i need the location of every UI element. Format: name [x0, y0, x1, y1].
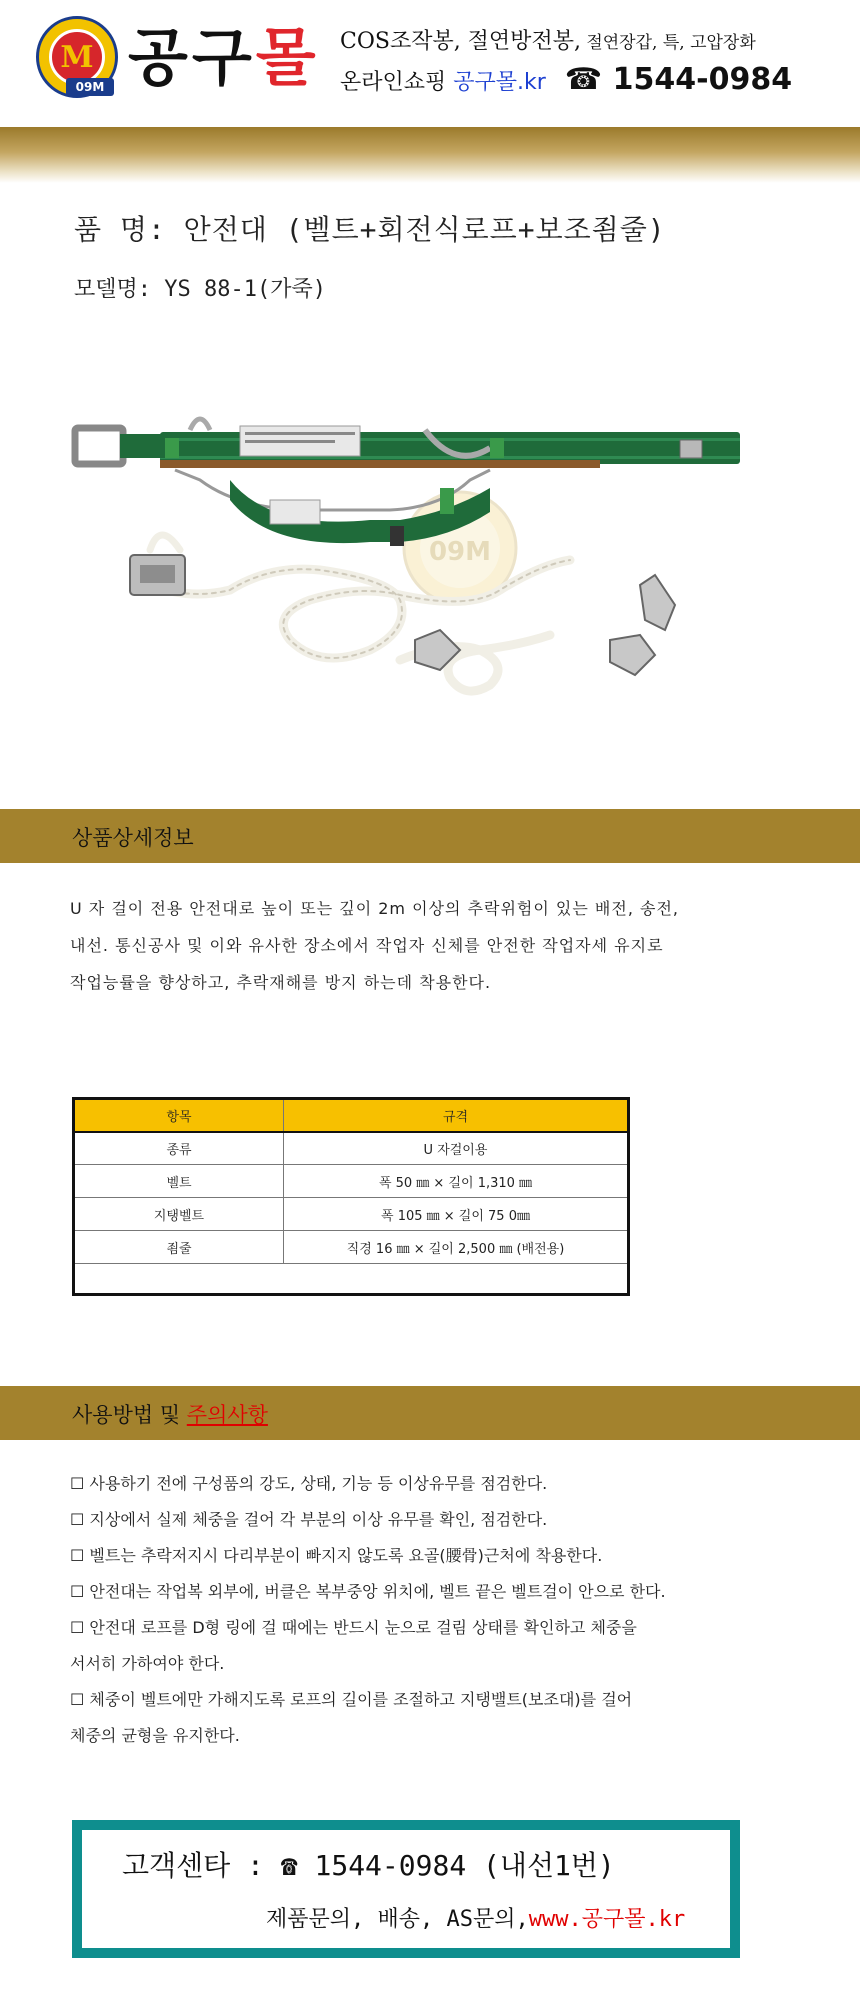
header-site-link[interactable]: 공구몰.kr [453, 70, 546, 95]
description-line: 작업능률을 향상하고, 추락재해를 방지 하는데 착용한다. [70, 973, 492, 992]
spec-empty-cell [74, 1264, 629, 1295]
brand-name-a: 공구 [128, 21, 256, 94]
rope-grab [130, 555, 185, 595]
usage-item: ☐ 사용하기 전에 구성품의 강도, 상태, 기능 등 이상유무를 점검한다. [70, 1474, 548, 1493]
spec-table [72, 1097, 630, 1296]
spec-cell-value: 폭 50 ㎜ × 길이 1,310 ㎜ [284, 1165, 629, 1198]
detail-section-bar [0, 809, 860, 863]
usage-item-continuation: 서서히 가하여야 한다. [70, 1654, 225, 1673]
description-line: 내선. 통신공사 및 이와 유사한 장소에서 작업자 신체를 안전한 작업자세 유지로 [70, 936, 664, 955]
spec-header-item: 항목 [74, 1099, 284, 1132]
brand-logo[interactable] [36, 16, 118, 98]
spec-cell-value: 폭 105 ㎜ × 길이 75 0㎜ [284, 1198, 629, 1231]
logo-inner [49, 29, 105, 94]
brand-name[interactable] [128, 8, 320, 97]
table-row [74, 1132, 629, 1165]
watermark-text: 09M [428, 537, 492, 567]
customer-center-site-link[interactable]: www.공구몰.kr [528, 1907, 686, 1932]
usage-item: ☐ 체중이 벨트에만 가해지도록 로프의 길이를 조절하고 지탱밸트(보조대)를 걸어 [70, 1690, 633, 1709]
usage-item-continuation: 체중의 균형을 유지한다. [70, 1726, 240, 1745]
site-header [0, 0, 860, 127]
product-description [70, 890, 800, 1001]
brand-name-b: 몰 [255, 21, 320, 94]
spec-cell-value: 직경 16 ㎜ × 길이 2,500 ㎜ (배전용) [284, 1231, 629, 1264]
header-contact-line [340, 62, 792, 97]
spec-cell-item: 벨트 [74, 1165, 284, 1198]
customer-center-box [72, 1820, 740, 1958]
header-products-small: 절연장갑, 특, 고압장화 [580, 33, 756, 53]
snap-hook-right [640, 575, 675, 630]
header-products-line [340, 24, 756, 55]
main-belt [75, 419, 740, 468]
header-phone-number: 1544-0984 [612, 62, 793, 97]
phone-icon: ☎ [564, 62, 603, 97]
product-model: 모델명: YS 88-1(가죽) [74, 277, 326, 302]
table-row [74, 1231, 629, 1264]
usage-section-bar [0, 1386, 860, 1440]
spec-table-header [74, 1099, 629, 1132]
usage-item: ☐ 안전대는 작업복 외부에, 버클은 복부중앙 위치에, 벨트 끝은 벨트걸이 안으로 한다. [70, 1582, 666, 1601]
table-row [74, 1264, 629, 1295]
usage-title-warning: 주의사항 [186, 1403, 268, 1427]
spec-cell-item: 죔줄 [74, 1231, 284, 1264]
header-phone[interactable] [565, 62, 792, 97]
usage-item: ☐ 지상에서 실제 체중을 걸어 각 부분의 이상 유무를 확인, 점검한다. [70, 1510, 548, 1529]
spec-cell-item: 지탱벨트 [74, 1198, 284, 1231]
header-products-main: COS조작봉, 절연방전봉, [340, 29, 581, 54]
customer-center-title: 고객센타 : ☎ 1544-0984 (내선1번) [122, 1849, 615, 1882]
header-shop-label: 온라인쇼핑 [340, 70, 447, 95]
header-gold-gradient [0, 127, 860, 183]
table-row [74, 1165, 629, 1198]
usage-title-a: 사용방법 및 [72, 1403, 187, 1427]
logo-m-letter: M [60, 40, 94, 75]
table-row [74, 1198, 629, 1231]
usage-section-title [72, 1399, 268, 1429]
logo-code: 09M [66, 78, 114, 96]
spec-header-spec: 규격 [284, 1099, 629, 1132]
customer-center-inquiry: 제품문의, 배송, AS문의, [266, 1907, 529, 1932]
product-name: 품 명: 안전대 (벨트+회전식로프+보조죔줄) [74, 213, 666, 246]
spec-cell-item: 종류 [74, 1132, 284, 1165]
product-image [70, 400, 820, 710]
detail-section-title: 상품상세정보 [72, 826, 194, 850]
usage-item: ☐ 벨트는 추락저지시 다리부분이 빠지지 않도록 요골(腰骨)근처에 착용한다. [70, 1546, 603, 1565]
spec-cell-value: U 자걸이용 [284, 1132, 629, 1165]
customer-center-sub [266, 1902, 685, 1933]
description-line: U 자 걸이 전용 안전대로 높이 또는 깊이 2m 이상의 추락위험이 있는 배전, 송전, [70, 899, 679, 918]
snap-hook-small [610, 635, 655, 675]
usage-list [70, 1466, 810, 1754]
usage-item: ☐ 안전대 로프를 D형 링에 걸 때에는 반드시 눈으로 걸림 상태를 확인하고 체중을 [70, 1618, 637, 1637]
